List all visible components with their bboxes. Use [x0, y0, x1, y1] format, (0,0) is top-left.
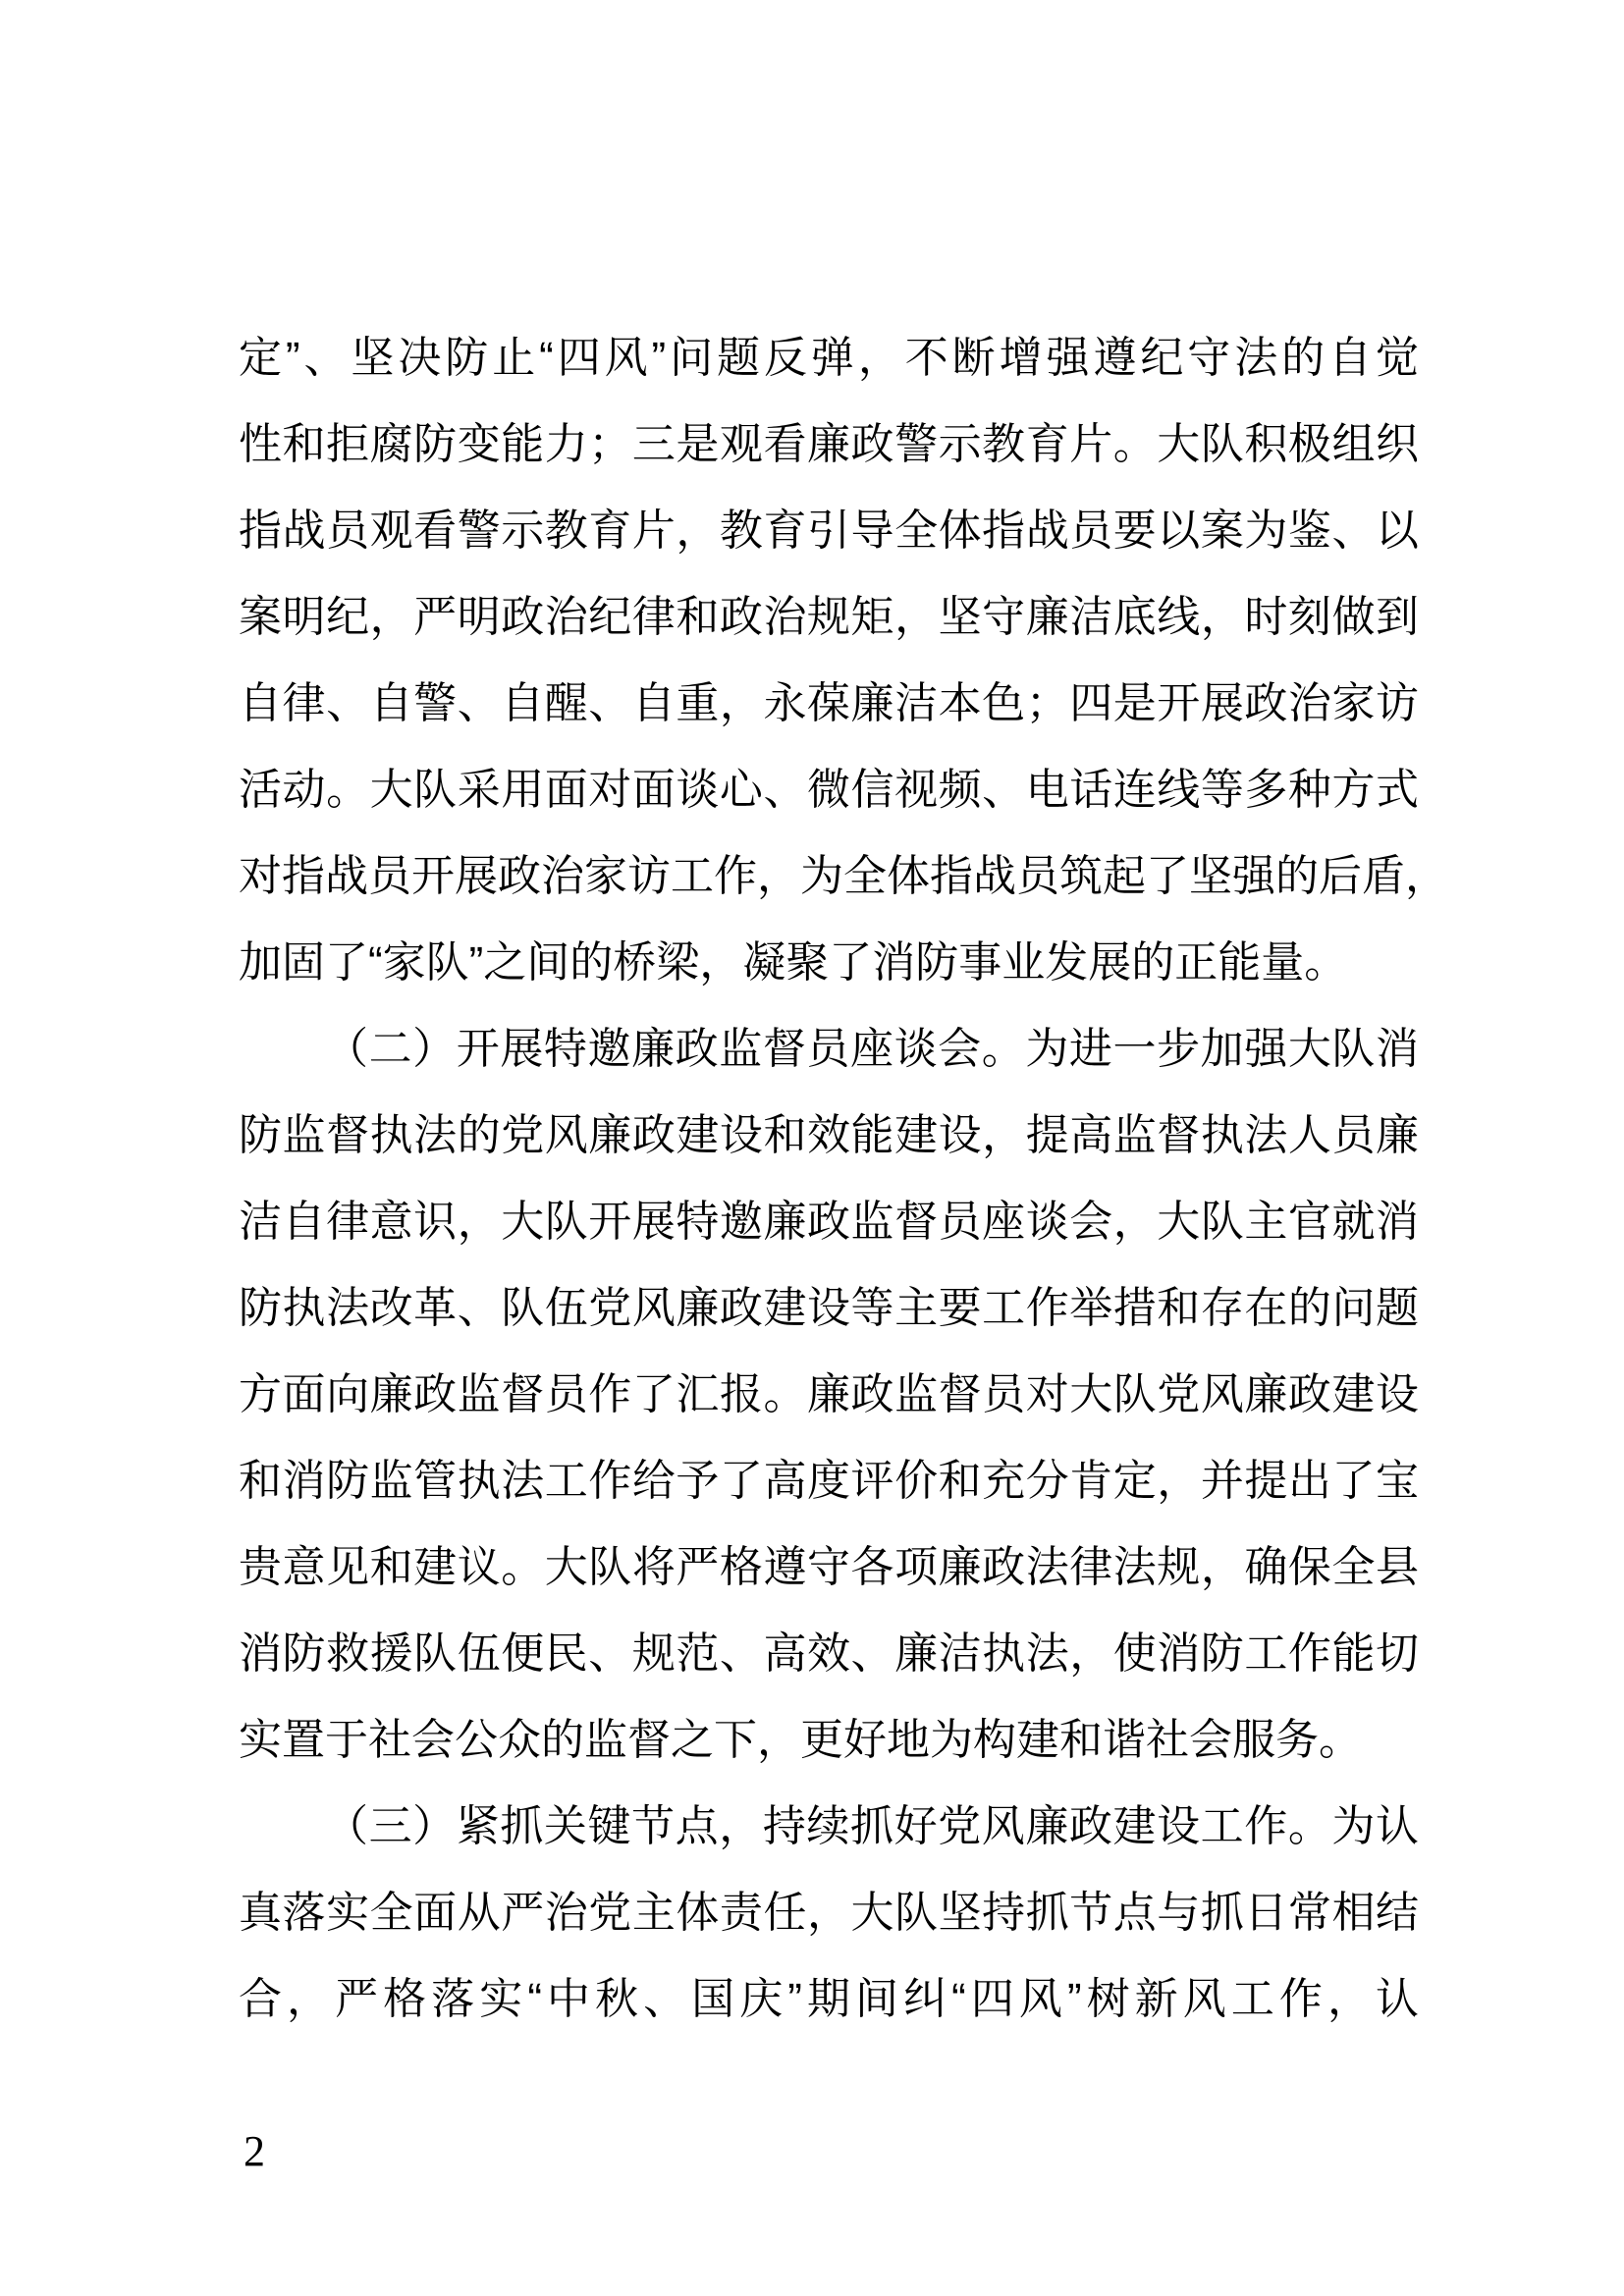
text-line: 贵意见和建议。大队将严格遵守各项廉政法律法规，确保全县	[239, 1543, 1419, 1591]
text-line: 和消防监管执法工作给予了高度评价和充分肯定，并提出了宝	[239, 1457, 1419, 1505]
document-body	[239, 315, 1448, 2043]
text-line: 合，严格落实“中秋、国庆”期间纠“四风”树新风工作，认	[239, 1975, 1419, 2023]
text-line: 定”、坚决防止“四风”问题反弹，不断增强遵纪守法的自觉	[239, 334, 1419, 382]
text-line: 防监督执法的党风廉政建设和效能建设，提高监督执法人员廉	[239, 1111, 1419, 1159]
text-line: 洁自律意识，大队开展特邀廉政监督员座谈会，大队主官就消	[239, 1198, 1419, 1246]
text-line: 指战员观看警示教育片，教育引导全体指战员要以案为鉴、以	[239, 507, 1419, 555]
text-line: 消防救援队伍便民、规范、高效、廉洁执法，使消防工作能切	[239, 1629, 1419, 1678]
text-line: 自律、自警、自醒、自重，永葆廉洁本色；四是开展政治家访	[239, 679, 1419, 727]
paragraph-first-line: （三）紧抓关键节点，持续抓好党风廉政建设工作。为认	[325, 1802, 1419, 1850]
page-number: 2	[244, 2127, 265, 2175]
text-line: 性和拒腐防变能力；三是观看廉政警示教育片。大队积极组织	[239, 420, 1419, 468]
paragraph-first-line: （二）开展特邀廉政监督员座谈会。为进一步加强大队消	[325, 1025, 1419, 1073]
text-line: 方面向廉政监督员作了汇报。廉政监督员对大队党风廉政建设	[239, 1370, 1419, 1418]
text-line: 活动。大队采用面对面谈心、微信视频、电话连线等多种方式	[239, 766, 1419, 814]
text-line: 对指战员开展政治家访工作，为全体指战员筑起了坚强的后盾，	[239, 852, 1448, 900]
text-line: 实置于社会公众的监督之下，更好地为构建和谐社会服务。	[239, 1716, 1362, 1764]
text-line: 加固了“家队”之间的桥梁，凝聚了消防事业发展的正能量。	[239, 938, 1348, 987]
text-line: 防执法改革、队伍党风廉政建设等主要工作举措和存在的问题	[239, 1284, 1419, 1332]
text-line: 案明纪，严明政治纪律和政治规矩，坚守廉洁底线，时刻做到	[239, 593, 1419, 641]
text-line: 真落实全面从严治党主体责任，大队坚持抓节点与抓日常相结	[239, 1889, 1419, 1937]
